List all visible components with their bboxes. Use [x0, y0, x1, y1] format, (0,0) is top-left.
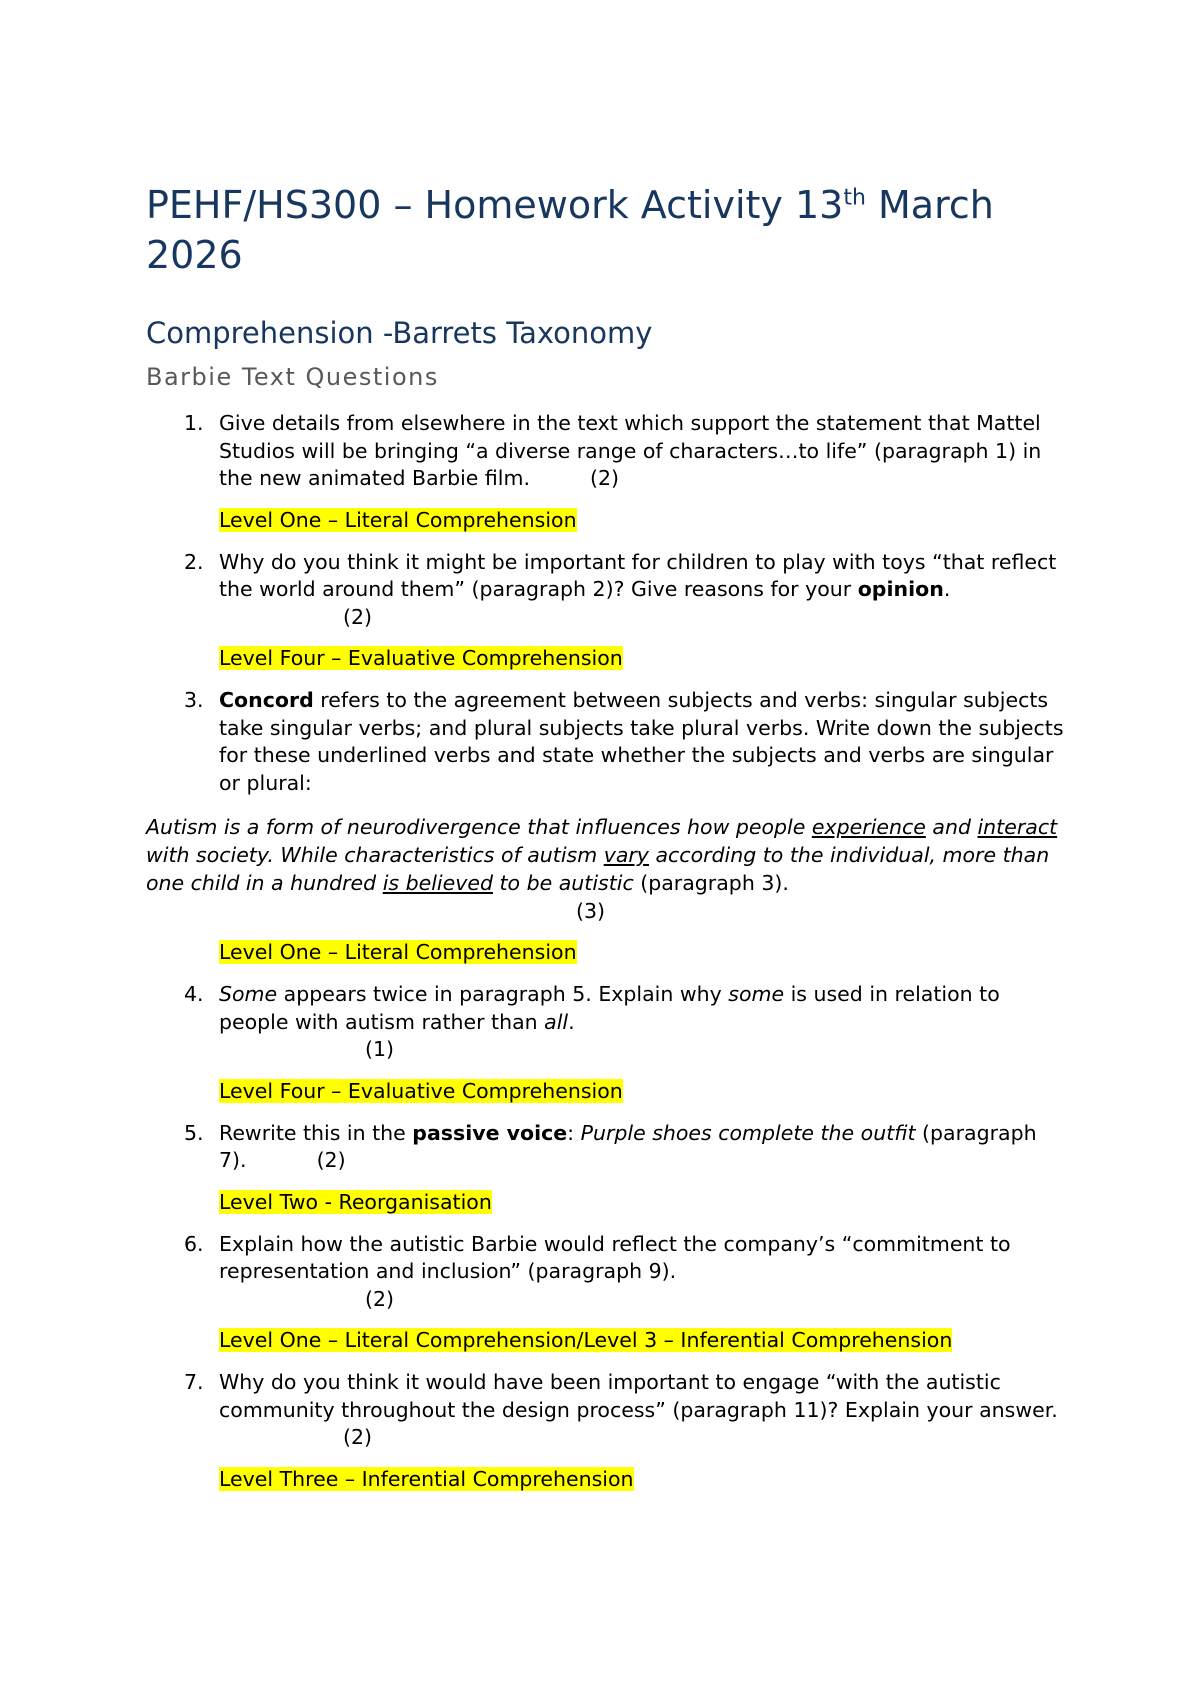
level-label: Level One – Literal Comprehension: [219, 940, 577, 964]
question-number: 1.: [184, 411, 204, 435]
question-text: Why do you think it would have been important to engage “with the autistic community throughout the design process” (paragraph 11)? Explain your answer.(2): [219, 1370, 1058, 1449]
question-text: Give details from elsewhere in the text which support the statement that Mattel Studios will be bringing “a diverse range of characters…to life” (paragraph 1) in the new animated Barbie film. (2): [219, 411, 1042, 490]
question-number: 4.: [184, 982, 204, 1006]
title-date: March 2026: [146, 183, 994, 277]
question-number: 7.: [184, 1370, 204, 1394]
question-2: [146, 549, 1066, 632]
title-main: PEHF/HS300 – Homework Activity 13: [146, 183, 844, 227]
question-3: [146, 687, 1066, 797]
level-label: Level Two - Reorganisation: [219, 1189, 492, 1214]
question-number: 6.: [184, 1231, 204, 1256]
page-title: [146, 180, 1066, 280]
question-text: Rewrite this in the passive voice: Purple shoes complete the outfit (paragraph 7). (2): [219, 1120, 1037, 1172]
level-label: Level One – Literal Comprehension: [219, 507, 577, 532]
question-marks: (2): [316, 1148, 346, 1172]
question-5: [146, 1120, 1066, 1175]
underlined-verb: is believed: [382, 871, 493, 895]
question-4: [146, 981, 1066, 1064]
question-marks: (3): [576, 899, 606, 923]
question-7: [146, 1369, 1066, 1452]
question-marks: (2): [343, 604, 373, 629]
question-6: [146, 1231, 1066, 1314]
question-number: 2.: [184, 549, 204, 574]
underlined-verb: experience: [811, 815, 926, 839]
question-text: Concord refers to the agreement between subjects and verbs: singular subjects take singular verbs; and plural subjects take plural verbs. Write down the subjects for these underlined verbs and state whether the subjects and verbs are singular or plural:: [219, 688, 1064, 795]
question-number: 3.: [184, 688, 204, 712]
level-label: Level Four – Evaluative Comprehension: [219, 1078, 623, 1103]
document-page: [146, 180, 1066, 1508]
level-label: Level Three – Inferential Comprehension: [219, 1466, 634, 1491]
question-marks: (1): [365, 1037, 395, 1061]
question-text: Explain how the autistic Barbie would reflect the company’s “commitment to representation and inclusion” (paragraph 9). (2): [219, 1231, 1011, 1311]
title-superscript: th: [843, 185, 866, 211]
underlined-verb: interact: [977, 815, 1058, 839]
level-label: Level Four – Evaluative Comprehension: [219, 646, 623, 670]
section-heading: Comprehension -Barrets Taxonomy: [146, 316, 653, 350]
question-marks: (2): [365, 1286, 395, 1311]
question-text: Why do you think it might be important for children to play with toys “that reflect the world around them” (paragraph 2)? Give reasons for your opinion.(2): [219, 549, 1057, 629]
question-marks: (2): [590, 466, 620, 490]
question-marks: (2): [343, 1425, 373, 1449]
subsection-heading: Barbie Text Questions: [146, 363, 439, 391]
underlined-verb: vary: [603, 843, 649, 867]
level-label: Level One – Literal Comprehension/Level 3 – Inferential Comprehension: [219, 1328, 953, 1352]
question-text: Some appears twice in paragraph 5. Explain why some is used in relation to people with autism rather than all. (1): [219, 982, 1000, 1061]
question-1: [146, 410, 1066, 493]
quoted-passage: Autism is a form of neurodivergence that influences how people experience and interact with society. While characteristics of autism vary according to the individual, more than one child in a hundred is believed to be autistic (paragraph 3).(3): [146, 815, 1058, 923]
question-number: 5.: [184, 1120, 204, 1145]
